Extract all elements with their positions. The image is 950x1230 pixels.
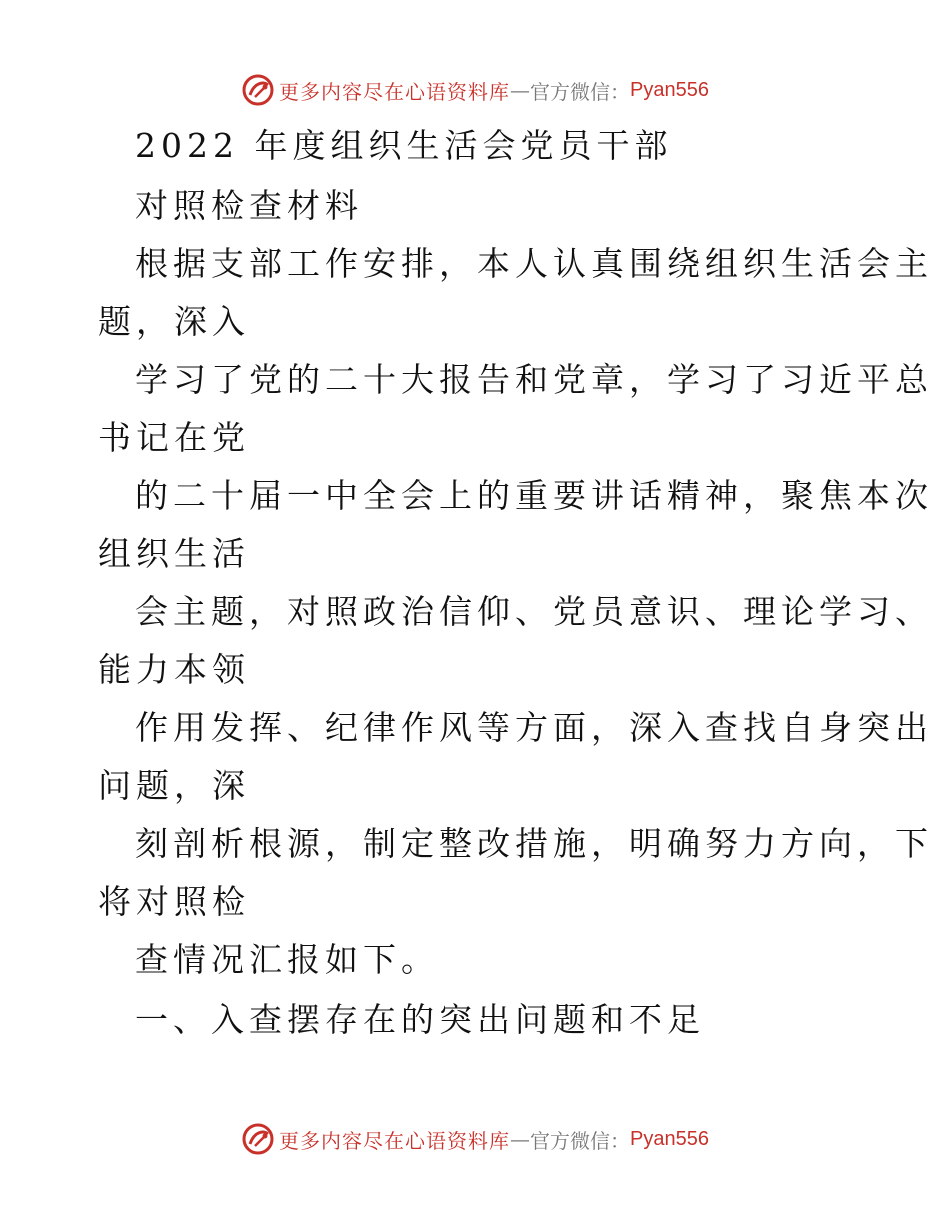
banner-wechat-label: 官方微信： — [530, 1128, 631, 1153]
header-banner — [0, 70, 950, 110]
banner-dash: — — [510, 78, 531, 102]
paragraph-line: 根据支部工作安排，本人认真围绕组织生活会主 — [135, 244, 933, 283]
paragraph-line: 组织生活 — [98, 534, 250, 573]
paragraph-line: 会主题，对照政治信仰、党员意识、理论学习、 — [135, 592, 933, 631]
banner-wechat-label: 官方微信： — [530, 79, 631, 104]
footer-banner — [0, 1119, 950, 1159]
paragraph-line: 刻剖析根源，制定整改措施，明确努力方向，下 — [135, 824, 933, 863]
banner-text: 更多内容尽在心语资料库 — [279, 1128, 511, 1153]
section-heading: 一、入查摆存在的突出问题和不足 — [135, 1000, 705, 1039]
paragraph-line: 题，深入 — [98, 302, 250, 341]
banner-wechat-id: Pyan556 — [630, 78, 709, 101]
brand-logo-icon — [241, 73, 275, 107]
brand-logo-icon — [241, 1122, 275, 1156]
document-subtitle: 对照检查材料 — [135, 186, 363, 225]
paragraph-line: 作用发挥、纪律作风等方面，深入查找自身突出 — [135, 708, 933, 747]
paragraph-line: 学习了党的二十大报告和党章，学习了习近平总 — [135, 360, 933, 399]
banner-text: 更多内容尽在心语资料库 — [279, 79, 511, 104]
banner-wechat-id: Pyan556 — [630, 1127, 709, 1150]
document-title: 2022 年度组织生活会党员干部 — [135, 126, 673, 165]
paragraph-line: 能力本领 — [98, 650, 250, 689]
paragraph-line: 书记在党 — [98, 418, 250, 457]
paragraph-line: 查情况汇报如下。 — [135, 940, 439, 979]
paragraph-line: 问题，深 — [98, 766, 250, 805]
paragraph-line: 的二十届一中全会上的重要讲话精神，聚焦本次 — [135, 476, 933, 515]
banner-dash: — — [510, 1127, 531, 1151]
paragraph-line: 将对照检 — [98, 882, 250, 921]
